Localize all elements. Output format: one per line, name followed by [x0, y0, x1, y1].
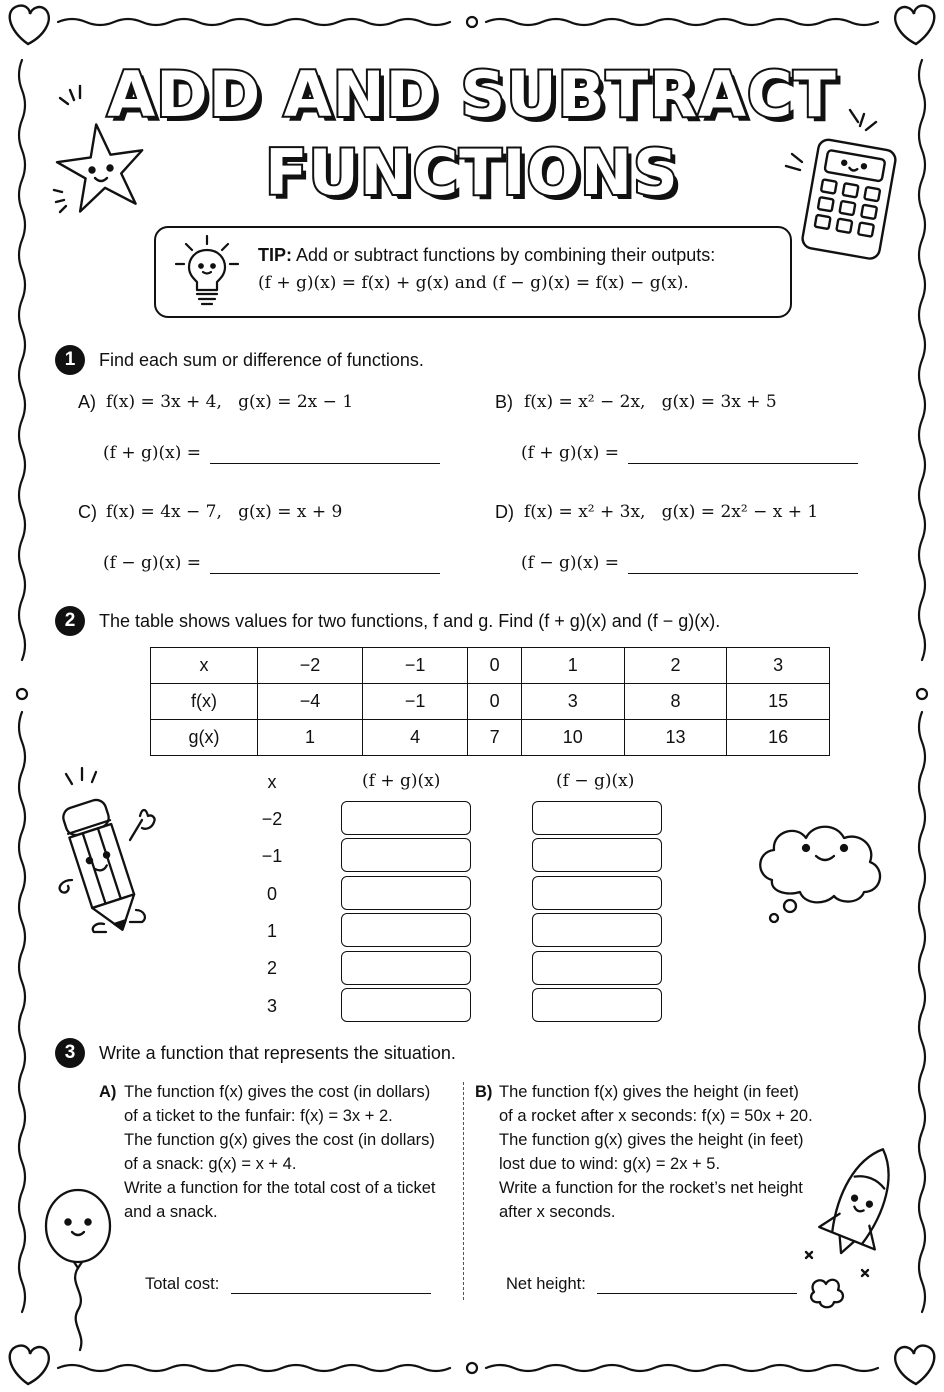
sum-answer-box[interactable] [341, 838, 471, 872]
table-cell: 0 [468, 648, 522, 684]
star-icon [40, 82, 170, 222]
table-row [151, 648, 830, 684]
sum-answer-box[interactable] [341, 913, 471, 947]
table-cell: 3 [727, 648, 830, 684]
problem-d-answer-line[interactable] [628, 573, 858, 574]
table-cell: 3 [521, 684, 624, 720]
situation-a-line: The function g(x) gives the cost (in dollars) [124, 1131, 435, 1149]
tip-line-2: (f + g)(x) = f(x) + g(x) and (f − g)(x) = f(x) − g(x). [258, 273, 689, 293]
situation-a-line: and a snack. [124, 1203, 218, 1221]
column-divider [463, 1082, 464, 1300]
problem-b-given: f(x) = x² − 2x, g(x) = 3x + 5 [524, 392, 777, 412]
problem-c-given: f(x) = 4x − 7, g(x) = x + 9 [106, 502, 343, 522]
title-line-2: FUNCTIONS [265, 136, 679, 209]
situation-b-line: The function f(x) gives the height (in feet) [499, 1083, 799, 1101]
title-line-1: ADD AND SUBTRACT [107, 58, 837, 131]
tip-text-1: Add or subtract functions by combining their outputs: [296, 245, 716, 265]
problem-a-letter: A) [78, 392, 96, 412]
x-value: 3 [266, 996, 277, 1016]
problem-c-letter: C) [78, 502, 97, 522]
table-row [151, 684, 830, 720]
sum-answer-box[interactable] [341, 988, 471, 1022]
table-cell: 13 [624, 720, 727, 756]
table-row [151, 720, 830, 756]
table-cell: f(x) [151, 684, 258, 720]
table-cell: −4 [258, 684, 363, 720]
situation-b-line: of a rocket after x seconds: f(x) = 50x + 20. [499, 1107, 813, 1125]
cloud-icon [752, 800, 892, 926]
problem-c-answer-line[interactable] [210, 573, 440, 574]
x-value: −1 [261, 846, 283, 866]
situation-b-line: Write a function for the rocket’s net height [499, 1179, 803, 1197]
problem-a-answer-line[interactable] [210, 463, 440, 464]
diff-answer-box[interactable] [532, 951, 662, 985]
answer-header-sum: (f + g)(x) [362, 771, 441, 791]
x-value: −2 [261, 809, 283, 829]
tip-label: TIP: [258, 245, 292, 265]
table-cell: −1 [363, 648, 468, 684]
table-cell: x [151, 648, 258, 684]
sum-answer-box[interactable] [341, 951, 471, 985]
tip-line-1 [258, 245, 715, 266]
sum-answer-box[interactable] [341, 876, 471, 910]
situation-b-letter: B) [475, 1083, 493, 1101]
situation-b-line: after x seconds. [499, 1203, 616, 1221]
table-cell: 16 [727, 720, 830, 756]
problem-d-letter: D) [495, 502, 514, 522]
pencil-character-icon [44, 760, 174, 940]
diff-answer-box[interactable] [532, 913, 662, 947]
situation-a-line: of a snack: g(x) = x + 4. [124, 1155, 297, 1173]
calculator-icon [780, 104, 910, 264]
problem-b-ask: (f + g)(x) = [521, 443, 619, 463]
problem-a-given: f(x) = 3x + 4, g(x) = 2x − 1 [106, 392, 354, 412]
table-cell: 8 [624, 684, 727, 720]
table-cell: 2 [624, 648, 727, 684]
table-cell: 10 [521, 720, 624, 756]
total-cost-label: Total cost: [145, 1275, 220, 1293]
balloon-icon [40, 1188, 120, 1362]
section-1-number: 1 [55, 345, 85, 375]
net-height-label: Net height: [506, 1275, 586, 1293]
table-cell: 1 [521, 648, 624, 684]
problem-d-given: f(x) = x² + 3x, g(x) = 2x² − x + 1 [524, 502, 819, 522]
table-cell: 1 [258, 720, 363, 756]
table-cell: −1 [363, 684, 468, 720]
tip-box [154, 226, 792, 318]
table-cell: g(x) [151, 720, 258, 756]
situation-a-line: of a ticket to the funfair: f(x) = 3x + 2. [124, 1107, 393, 1125]
table-cell: 4 [363, 720, 468, 756]
situation-a-letter: A) [99, 1083, 117, 1101]
situation-b-line: The function g(x) gives the height (in feet) [499, 1131, 804, 1149]
total-cost-answer-line[interactable] [231, 1293, 431, 1294]
diff-answer-box[interactable] [532, 801, 662, 835]
section-2-number: 2 [55, 606, 85, 636]
section-2-instruction: The table shows values for two functions, f and g. Find (f + g)(x) and (f − g)(x). [99, 611, 721, 631]
problem-a-ask: (f + g)(x) = [103, 443, 201, 463]
section-1-instruction: Find each sum or difference of functions. [99, 350, 424, 370]
values-table [150, 647, 830, 756]
table-cell: 15 [727, 684, 830, 720]
diff-answer-box[interactable] [532, 838, 662, 872]
diff-answer-box[interactable] [532, 988, 662, 1022]
situation-b-line: lost due to wind: g(x) = 2x + 5. [499, 1155, 721, 1173]
problem-b-letter: B) [495, 392, 513, 412]
answer-header-x: x [267, 772, 277, 792]
problem-b-answer-line[interactable] [628, 463, 858, 464]
net-height-answer-line[interactable] [597, 1293, 797, 1294]
lightbulb-icon [172, 232, 242, 308]
x-value: 0 [266, 884, 277, 904]
x-value: 2 [266, 958, 277, 978]
x-value: 1 [266, 921, 277, 941]
answer-header-diff: (f − g)(x) [556, 771, 635, 791]
section-3-number: 3 [55, 1038, 85, 1068]
rocket-icon [796, 1136, 906, 1312]
sum-answer-box[interactable] [341, 801, 471, 835]
situation-a-line: The function f(x) gives the cost (in dollars) [124, 1083, 431, 1101]
table-cell: 7 [468, 720, 522, 756]
problem-d-ask: (f − g)(x) = [521, 553, 619, 573]
section-3-instruction: Write a function that represents the situation. [99, 1043, 456, 1063]
problem-c-ask: (f − g)(x) = [103, 553, 201, 573]
table-cell: −2 [258, 648, 363, 684]
situation-a-line: Write a function for the total cost of a ticket [124, 1179, 436, 1197]
diff-answer-box[interactable] [532, 876, 662, 910]
table-cell: 0 [468, 684, 522, 720]
